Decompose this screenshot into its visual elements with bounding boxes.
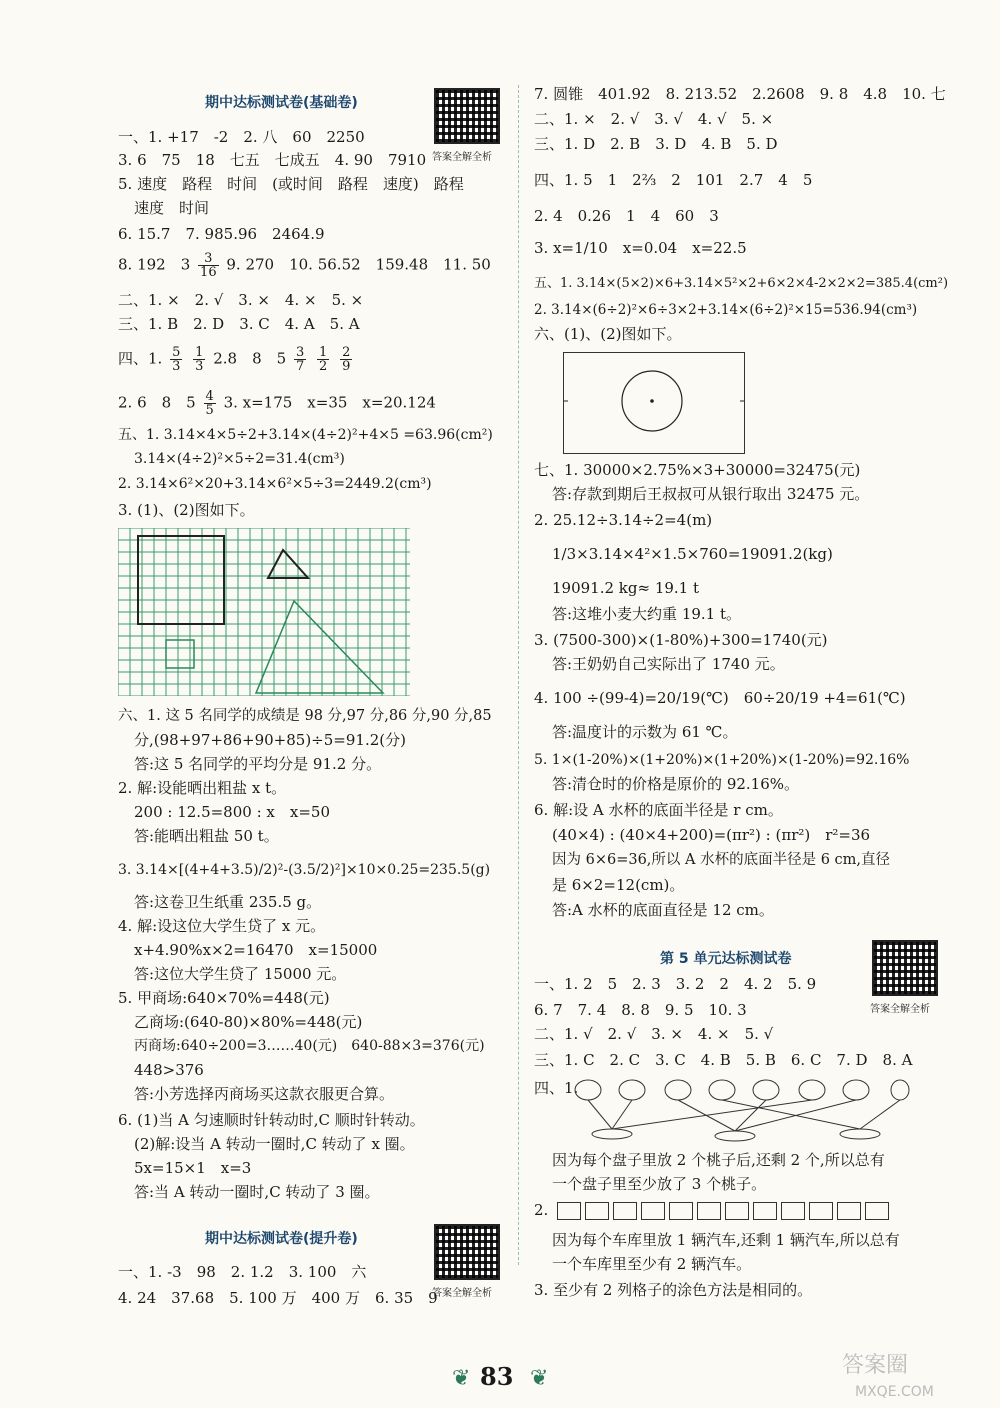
answer-line: 5. 速度 路程 时间 (或时间 路程 速度) 路程 xyxy=(118,175,464,193)
answer-line: 丙商场:640÷200=3……40(元) 640-88×3=376(元) xyxy=(134,1038,485,1054)
fraction: $\frac{5}{3}$ xyxy=(172,345,181,374)
answer-line: 三、1. D 2. B 3. D 4. B 5. D xyxy=(534,135,778,153)
answer-line: 6. 15.7 7. 985.96 2464.9 xyxy=(118,225,325,243)
answer-line: 3. (7500-300)×(1-80%)+300=1740(元) xyxy=(534,631,828,649)
answer-line: 答:当 A 转动一圈时,C 转动了 3 圈。 xyxy=(134,1183,380,1201)
answer-line: 五、1. 3.14×4×5÷2+3.14×(4÷2)²+4×5 =63.96(cm²) xyxy=(118,427,493,443)
answer-line: 2. 解:设能晒出粗盐 x t。 xyxy=(118,779,287,797)
fraction: $\frac{2}{9}$ xyxy=(342,345,351,374)
qr-code-icon xyxy=(434,88,500,144)
answer-line: 二、1. √ 2. √ 3. × 4. × 5. √ xyxy=(534,1025,774,1043)
peach-plate-diagram xyxy=(570,1076,910,1146)
answer-line: 三、1. B 2. D 3. C 4. A 5. A xyxy=(118,315,360,333)
answer-line: 答:这 5 名同学的平均分是 91.2 分。 xyxy=(134,755,382,773)
answer-line: x+4.90%x×2=16470 x=15000 xyxy=(134,941,378,959)
answer-line: 因为 6×6=36,所以 A 水杯的底面半径是 6 cm,直径 xyxy=(552,852,891,868)
leaf-ornament-icon: ❦ xyxy=(530,1366,549,1391)
answer-line: 3. (1)、(2)图如下。 xyxy=(118,501,255,519)
answer-line: 四、1. 5 1 2⅔ 2 101 2.7 4 5 xyxy=(534,171,813,189)
answer-line: 四、1. $\frac{5}{3}$ $\frac{1}{3}$ 2.8 8 5 $\frac{3}{7}$ $\frac{1}{2}$ $\frac{2}{9}$ xyxy=(118,345,351,374)
answer-line: 乙商场:(640-80)×80%=448(元) xyxy=(134,1013,363,1031)
answer-line: 4. 解:设这位大学生贷了 x 元。 xyxy=(118,917,326,935)
square-shape xyxy=(138,536,224,624)
answer-line: (40×4) : (40×4+200)=(πr²) : (πr²) r²=36 xyxy=(552,826,871,844)
answer-line: 因为每个盘子里放 2 个桃子后,还剩 2 个,所以总有 xyxy=(552,1151,885,1169)
answer-line: 一、1. 2 5 2. 3 3. 2 2 4. 2 5. 9 xyxy=(534,975,817,993)
page-number: 83 xyxy=(480,1362,514,1391)
answer-line: 2. xyxy=(534,1201,549,1219)
fraction: $\frac{4}{5}$ xyxy=(205,389,214,418)
circle-in-rectangle xyxy=(564,353,744,453)
answer-line: 四、1. xyxy=(534,1079,579,1097)
answer-line: 2. 4 0.26 1 4 60 3 xyxy=(534,207,719,225)
qr-code-icon xyxy=(434,1224,500,1280)
answer-line: 六、1. 这 5 名同学的成绩是 98 分,97 分,86 分,90 分,85 xyxy=(118,708,492,724)
fraction: $\frac{3}{7}$ xyxy=(295,345,305,374)
answer-line: 448>376 xyxy=(134,1061,204,1079)
answer-line: 答:温度计的示数为 61 ℃。 xyxy=(552,723,738,741)
answer-line: 7. 圆锥 401.92 8. 213.52 2.2608 9. 8 4.8 10. 七 xyxy=(534,85,946,103)
rectangle-figure xyxy=(563,352,745,454)
answer-line: 六、(1)、(2)图如下。 xyxy=(534,325,682,343)
answer-line: 3. x=1/10 x=0.04 x=22.5 xyxy=(534,239,747,257)
answer-line: 8. 192 3 $\frac{3}{16}$ 9. 270 10. 56.52 159.48 11. 50 xyxy=(118,251,491,280)
column-divider xyxy=(518,85,519,1265)
answer-line: 因为每个车库里放 1 辆汽车,还剩 1 辆汽车,所以总有 xyxy=(552,1231,900,1249)
section-title-midterm-basic: 期中达标测试卷(基础卷) xyxy=(205,95,358,111)
fraction: $\frac{3}{16}$ xyxy=(200,251,217,280)
answer-line: 6. (1)当 A 匀速顺时针转动时,C 顺时针转动。 xyxy=(118,1111,425,1129)
answer-line: 五、1. 3.14×(5×2)×6+3.14×5²×2+6×2×4-2×2×2=385.4(cm²) xyxy=(534,276,949,291)
answer-line: 答:清仓时的价格是原价的 92.16%。 xyxy=(552,775,800,793)
answer-line: 一、1. +17 -2 2. 八 60 2250 xyxy=(118,128,365,146)
answer-line: 答:这位大学生贷了 15000 元。 xyxy=(134,965,347,983)
watermark-logo: 答案圈 xyxy=(842,1353,909,1378)
answer-line: 2. 25.12÷3.14÷2=4(m) xyxy=(534,511,713,529)
answer-line: 三、1. C 2. C 3. C 4. B 5. B 6. C 7. D 8. A xyxy=(534,1051,913,1069)
answer-line: 答:这堆小麦大约重 19.1 t。 xyxy=(552,605,742,623)
answer-line: 3. 6 75 18 七五 七成五 4. 90 7910 xyxy=(118,151,427,169)
answer-line: 答:A 水杯的底面直径是 12 cm。 xyxy=(552,901,774,919)
answer-line: 200 : 12.5=800 : x x=50 xyxy=(134,803,330,821)
answer-line: 5x=15×1 x=3 xyxy=(134,1159,252,1177)
qr-caption: 答案全解全析 xyxy=(432,152,492,163)
section-title-unit5: 第 5 单元达标测试卷 xyxy=(660,951,792,967)
answer-line: 答:这卷卫生纸重 235.5 g。 xyxy=(134,893,322,911)
answer-line: 2. 3.14×6²×20+3.14×6²×5÷3=2449.2(cm³) xyxy=(118,476,432,492)
qr-caption: 答案全解全析 xyxy=(432,1288,492,1299)
answer-line: 2. 6 8 5 $\frac{4}{5}$ 3. x=175 x=35 x=20.124 xyxy=(118,389,436,418)
answer-line: 答:小芳选择丙商场买这款衣服更合算。 xyxy=(134,1085,395,1103)
answer-line: 答:能晒出粗盐 50 t。 xyxy=(134,827,279,845)
answer-line: 是 6×2=12(cm)。 xyxy=(552,876,685,894)
answer-line: 3. 3.14×[(4+4+3.5)/2)²-(3.5/2)²]×10×0.25=235.5(g) xyxy=(118,862,491,878)
answer-line: 4. 100 ÷(99-4)=20/19(℃) 60÷20/19 +4=61(℃) xyxy=(534,689,906,707)
answer-line: 19091.2 kg≈ 19.1 t xyxy=(552,579,700,597)
answer-line: (2)解:设当 A 转动一圈时,C 转动了 x 圈。 xyxy=(134,1135,415,1153)
answer-line: 5. 甲商场:640×70%=448(元) xyxy=(118,989,330,1007)
answer-line: 3.14×(4÷2)²×5÷2=31.4(cm³) xyxy=(134,451,345,467)
answer-line: 6. 7 7. 4 8. 8 9. 5 10. 3 xyxy=(534,1001,747,1019)
answer-line: 分,(98+97+86+90+85)÷5=91.2(分) xyxy=(134,731,406,749)
qr-caption: 答案全解全析 xyxy=(870,1004,930,1015)
large-triangle-shape xyxy=(256,601,383,693)
grid-figure xyxy=(118,528,410,696)
answer-line: 6. 解:设 A 水杯的底面半径是 r cm。 xyxy=(534,801,783,819)
answer-line: 3. 至少有 2 列格子的涂色方法是相同的。 xyxy=(534,1281,813,1299)
watermark-url: MXQE.COM xyxy=(855,1384,934,1400)
answer-line: 1/3×3.14×4²×1.5×760=19091.2(kg) xyxy=(552,545,833,563)
answer-line: 答:王奶奶自己实际出了 1740 元。 xyxy=(552,655,785,673)
answer-line: 答:存款到期后王叔叔可从银行取出 32475 元。 xyxy=(552,485,870,503)
answer-line: 七、1. 30000×2.75%×3+30000=32475(元) xyxy=(534,461,861,479)
answer-line: 二、1. × 2. √ 3. × 4. × 5. × xyxy=(118,291,364,309)
section-title-midterm-advanced: 期中达标测试卷(提升卷) xyxy=(205,1231,358,1247)
answer-line: 一、1. -3 98 2. 1.2 3. 100 六 xyxy=(118,1263,367,1281)
qr-code-icon xyxy=(872,940,938,996)
answer-line: 4. 24 37.68 5. 100 万 400 万 6. 35 9 xyxy=(118,1289,438,1307)
fraction: $\frac{1}{3}$ xyxy=(195,345,204,374)
garage-box-row xyxy=(557,1202,893,1220)
answer-line: 2. 3.14×(6÷2)²×6÷3×2+3.14×(6÷2)²×15=536.94(cm³) xyxy=(534,302,918,318)
fraction: $\frac{1}{2}$ xyxy=(319,345,328,374)
answer-line: 一个车库里至少有 2 辆汽车。 xyxy=(552,1255,752,1273)
leaf-ornament-icon: ❦ xyxy=(452,1366,471,1391)
answer-line: 5. 1×(1-20%)×(1+20%)×(1+20%)×(1-20%)=92.16% xyxy=(534,752,910,768)
answer-line: 一个盘子里至少放了 3 个桃子。 xyxy=(552,1175,767,1193)
answer-line: 速度 时间 xyxy=(134,199,210,217)
answer-line: 二、1. × 2. √ 3. √ 4. √ 5. × xyxy=(534,110,774,128)
